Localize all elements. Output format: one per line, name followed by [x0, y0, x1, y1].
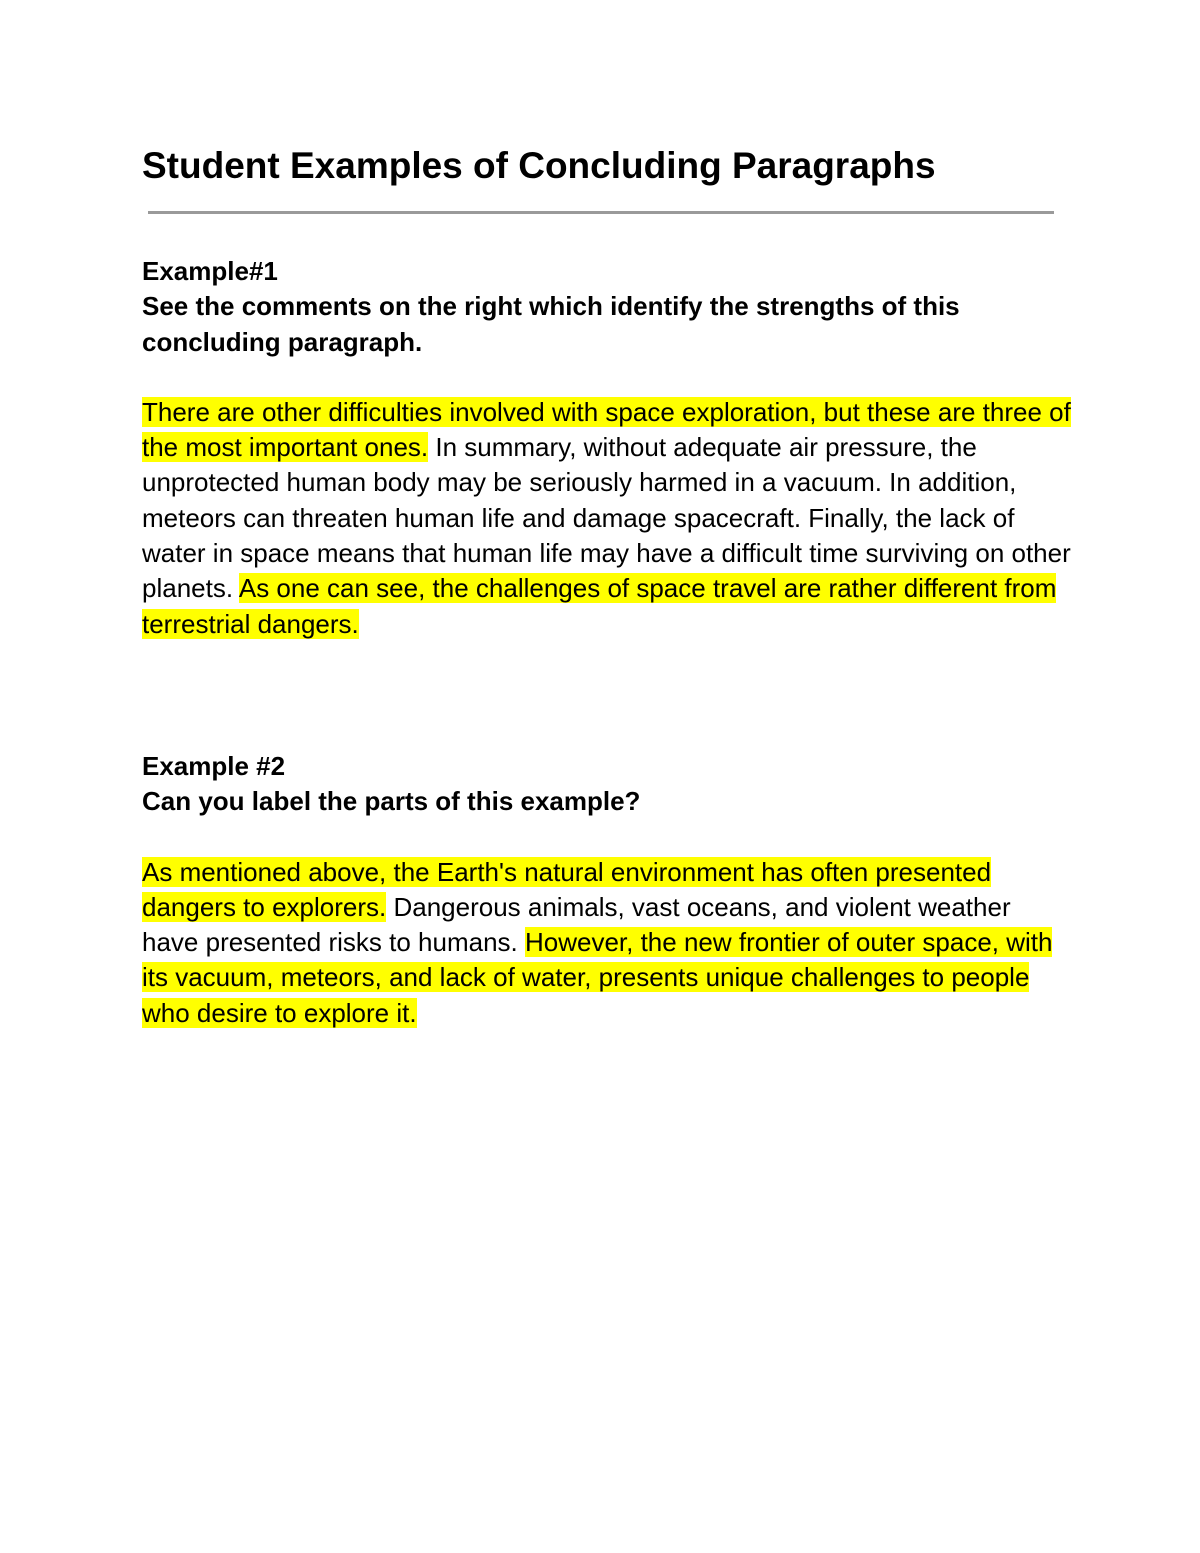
example-2-section [142, 749, 1072, 1031]
example-1-segment-1: There are other difficulties involved with space exploration, but these are three of the most important ones. [142, 396, 1071, 463]
example-1-prompt: See the comments on the right which identify the strengths of this concluding paragraph. [142, 291, 960, 357]
example-2-prompt: Can you label the parts of this example? [142, 786, 641, 817]
example-2-segment-3: However, the new frontier of outer space, with its vacuum, meteors, and lack of water, presents unique challenges to people who desire to explore it. [142, 927, 1053, 1028]
example-1-paragraph [142, 395, 1072, 642]
example-1-segment-3: As one can see, the challenges of space travel are rather different from terrestrial dangers. [142, 573, 1057, 639]
example-1-section [142, 254, 1072, 642]
page-title: Student Examples of Concluding Paragraphs [142, 145, 936, 186]
title-divider [148, 211, 1054, 214]
example-2-label: Example #2 [142, 751, 286, 781]
example-2-segment-1: As mentioned above, the Earth's natural environment has often presented dangers to explorers. [142, 856, 992, 922]
example-2-paragraph [142, 855, 1072, 1031]
example-1-label: Example#1 [142, 256, 278, 286]
example-2-segment-2: Dangerous animals, vast oceans, and violent weather have presented risks to humans. [142, 891, 1011, 958]
example-1-segment-2: In summary, without adequate air pressure, the unprotected human body may be seriously harmed in a vacuum. In addition, meteors can threaten human life and damage spacecraft. Finally, the lack of water in space means that human life may have a difficult time surviving on other planets. [142, 432, 1071, 604]
